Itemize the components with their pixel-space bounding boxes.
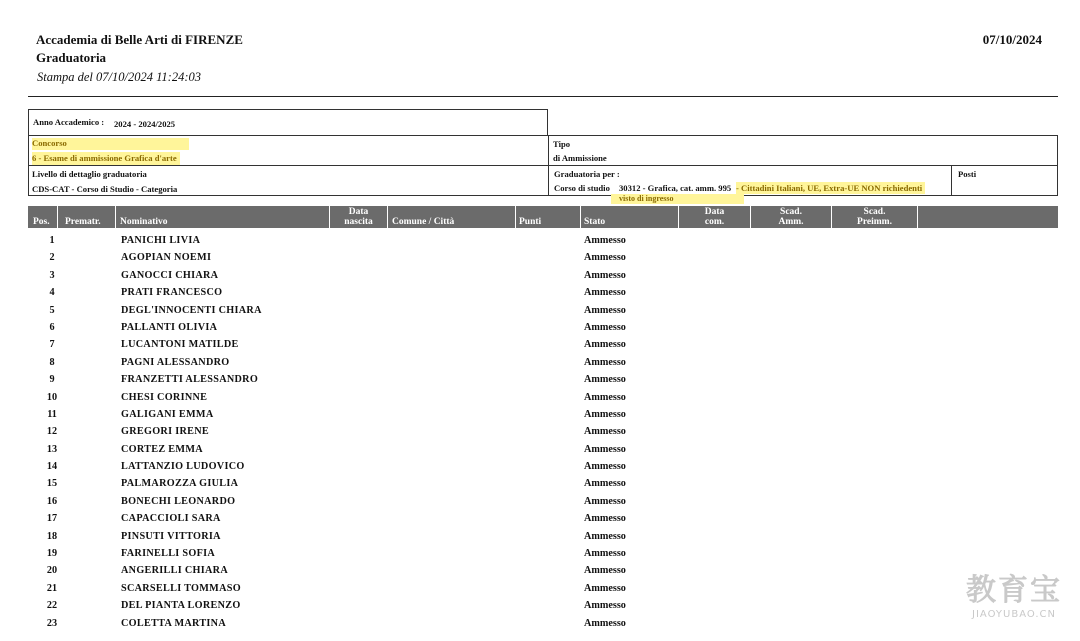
corso-category-highlight: - Cittadini Italiani, UE, Extra-UE NON richiedenti <box>736 182 925 194</box>
table-row <box>28 493 1058 510</box>
col-scad-amm: Scad. Amm. <box>751 206 832 228</box>
graduatoria-per-box <box>548 165 952 203</box>
row-stato: Ammesso <box>584 478 626 490</box>
row-position: 6 <box>49 321 55 333</box>
table-row <box>28 562 1058 579</box>
table-row <box>28 302 1058 319</box>
col-punti: Punti <box>516 206 581 228</box>
row-stato: Ammesso <box>584 548 626 560</box>
row-nominativo: PALMAROZZA GIULIA <box>121 478 239 490</box>
livello-value: CDS-CAT - Corso di Studio - Categoria <box>32 184 178 194</box>
row-position: 22 <box>46 600 58 612</box>
row-stato: Ammesso <box>584 513 626 525</box>
row-nominativo: PANICHI LIVIA <box>121 235 201 246</box>
row-position: 12 <box>46 426 58 438</box>
row-nominativo: LUCANTONI MATILDE <box>121 339 239 351</box>
col-comune: Comune / Città <box>388 206 516 228</box>
row-position: 23 <box>46 617 58 629</box>
row-nominativo: CAPACCIOLI SARA <box>121 513 221 525</box>
table-row <box>28 319 1058 336</box>
table-row <box>28 423 1058 440</box>
row-position: 8 <box>49 356 55 368</box>
table-row <box>28 249 1058 266</box>
row-stato: Ammesso <box>584 374 626 386</box>
row-nominativo: GANOCCI CHIARA <box>121 269 219 281</box>
table-row <box>28 458 1058 475</box>
row-position: 4 <box>49 287 55 299</box>
row-position: 14 <box>46 461 58 473</box>
institution-name: Accademia di Belle Arti di FIRENZE <box>36 32 243 47</box>
document-date: 07/10/2024 <box>982 32 1042 47</box>
table-row <box>28 284 1058 301</box>
row-position: 1 <box>49 235 55 246</box>
tipo-box <box>548 135 1058 166</box>
col-nominativo: Nominativo <box>116 206 330 228</box>
document-title: Graduatoria <box>36 50 107 65</box>
table-row <box>28 580 1058 597</box>
row-nominativo: CHESI CORINNE <box>121 391 208 403</box>
col-scad-preimm: Scad. Preimm. <box>832 206 918 228</box>
row-stato: Ammesso <box>584 495 626 507</box>
academic-year-value: 2024 - 2024/2025 <box>114 119 176 129</box>
col-pos: Pos. <box>28 206 58 228</box>
posti-label: Posti <box>958 169 977 179</box>
posti-box <box>951 165 1058 196</box>
row-stato: Ammesso <box>584 565 626 577</box>
row-position: 11 <box>47 408 57 420</box>
table-row <box>28 441 1058 458</box>
row-nominativo: FARINELLI SOFIA <box>121 548 216 560</box>
row-nominativo: PINSUTI VITTORIA <box>121 530 221 542</box>
row-nominativo: DEGL'INNOCENTI CHIARA <box>121 304 262 316</box>
row-stato: Ammesso <box>584 617 626 629</box>
row-stato: Ammesso <box>584 391 626 403</box>
col-data-com: Data com. <box>679 206 751 228</box>
row-nominativo: CORTEZ EMMA <box>121 443 203 455</box>
col-stato: Stato <box>581 206 679 228</box>
row-position: 9 <box>49 374 55 386</box>
watermark-text: 教育宝 <box>966 573 1062 608</box>
row-stato: Ammesso <box>584 304 626 316</box>
row-nominativo: FRANZETTI ALESSANDRO <box>121 374 259 386</box>
table-row <box>28 545 1058 562</box>
row-stato: Ammesso <box>584 582 626 594</box>
header-divider <box>28 96 1058 97</box>
table-row <box>28 267 1058 284</box>
table-row <box>28 597 1058 614</box>
row-stato: Ammesso <box>584 408 626 420</box>
row-stato: Ammesso <box>584 426 626 438</box>
concorso-label: Concorso <box>32 138 189 150</box>
row-stato: Ammesso <box>584 461 626 473</box>
livello-box <box>28 165 549 196</box>
corso-value: 30312 - Grafica, cat. amm. 995 <box>619 183 732 193</box>
row-position: 2 <box>49 252 55 264</box>
row-nominativo: BONECHI LEONARDO <box>121 495 236 507</box>
col-data-nascita: Data nascita <box>330 206 388 228</box>
row-stato: Ammesso <box>584 339 626 351</box>
row-nominativo: DEL PIANTA LORENZO <box>121 600 241 612</box>
row-stato: Ammesso <box>584 287 626 299</box>
table-row <box>28 615 1058 632</box>
row-nominativo: GREGORI IRENE <box>121 426 209 438</box>
row-position: 20 <box>46 565 58 577</box>
table-row <box>28 389 1058 406</box>
row-nominativo: LATTANZIO LUDOVICO <box>121 461 245 473</box>
row-position: 19 <box>46 548 58 560</box>
row-nominativo: PRATI FRANCESCO <box>121 287 223 299</box>
row-stato: Ammesso <box>584 443 626 455</box>
row-stato: Ammesso <box>584 530 626 542</box>
row-nominativo: COLETTA MARTINA <box>121 617 226 629</box>
row-position: 18 <box>46 530 58 542</box>
row-stato: Ammesso <box>584 269 626 281</box>
print-timestamp: Stampa del 07/10/2024 11:24:03 <box>37 70 201 84</box>
row-position: 7 <box>49 339 55 351</box>
row-position: 3 <box>49 269 55 281</box>
table-row <box>28 510 1058 527</box>
row-position: 21 <box>46 582 58 594</box>
row-stato: Ammesso <box>584 356 626 368</box>
tipo-label: Tipo <box>553 139 571 149</box>
row-nominativo: PAGNI ALESSANDRO <box>121 356 230 368</box>
row-stato: Ammesso <box>584 321 626 333</box>
row-stato: Ammesso <box>584 252 626 264</box>
livello-label: Livello di dettaglio graduatoria <box>32 169 147 179</box>
concorso-value: 6 - Esame di ammissione Grafica d'arte <box>32 152 180 165</box>
table-row <box>28 475 1058 492</box>
row-nominativo: AGOPIAN NOEMI <box>121 252 212 264</box>
col-prematr: Prematr. <box>58 206 116 228</box>
table-row <box>28 371 1058 388</box>
row-nominativo: SCARSELLI TOMMASO <box>121 582 241 594</box>
row-position: 5 <box>49 304 55 316</box>
watermark-logo <box>966 565 1062 620</box>
corso-label: Corso di studio <box>554 183 610 193</box>
col-spacer <box>918 206 1058 228</box>
table-header <box>28 206 1058 228</box>
watermark-url: JIAOYUBAO.CN <box>972 609 1056 620</box>
results-table-body <box>28 232 1058 632</box>
academic-year-label: Anno Accademico : <box>33 117 105 127</box>
table-row <box>28 406 1058 423</box>
row-stato: Ammesso <box>584 600 626 612</box>
table-row <box>28 528 1058 545</box>
row-nominativo: GALIGANI EMMA <box>121 408 214 420</box>
row-position: 16 <box>46 495 58 507</box>
table-row <box>28 232 1058 249</box>
row-position: 17 <box>46 513 58 525</box>
table-row <box>28 354 1058 371</box>
row-position: 13 <box>46 443 58 455</box>
row-nominativo: PALLANTI OLIVIA <box>121 321 218 333</box>
graduatoria-per-label: Graduatoria per : <box>554 169 620 179</box>
tipo-value: di Ammissione <box>553 153 607 163</box>
row-stato: Ammesso <box>584 235 626 246</box>
row-nominativo: ANGERILLI CHIARA <box>121 565 228 577</box>
concorso-box <box>28 135 549 166</box>
row-position: 15 <box>46 478 58 490</box>
academic-year-box <box>28 109 548 136</box>
table-row <box>28 336 1058 353</box>
row-position: 10 <box>46 391 58 403</box>
corso-category-highlight-2: visto di ingresso <box>611 194 744 204</box>
